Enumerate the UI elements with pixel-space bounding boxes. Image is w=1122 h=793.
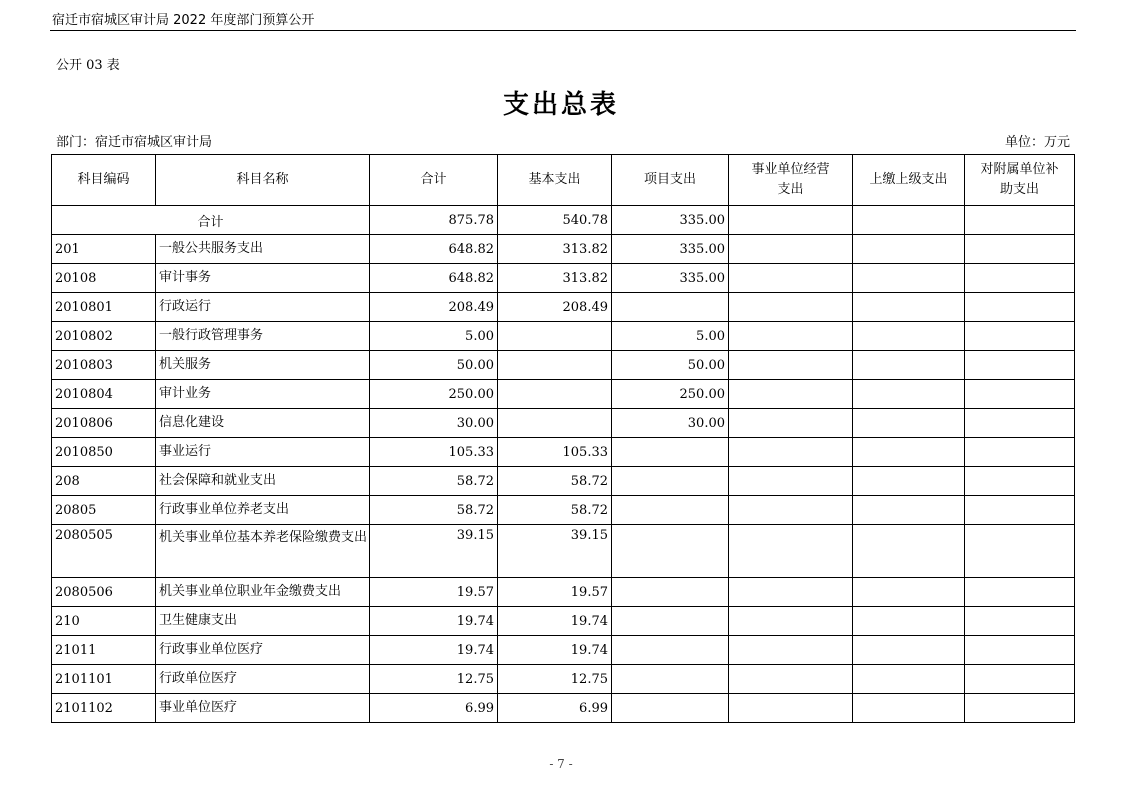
total-row xyxy=(52,206,1075,235)
empty-cell xyxy=(853,438,965,467)
empty-cell xyxy=(729,636,853,665)
empty-cell xyxy=(853,525,965,578)
subject-name: 行政运行 xyxy=(156,293,370,322)
subject-name: 一般行政管理事务 xyxy=(156,322,370,351)
subject-name: 审计业务 xyxy=(156,380,370,409)
project-value xyxy=(612,293,729,322)
empty-cell xyxy=(853,322,965,351)
column-header: 事业单位经营支出 xyxy=(729,155,853,206)
project-value xyxy=(612,525,729,578)
basic-value: 105.33 xyxy=(498,438,612,467)
total-project: 335.00 xyxy=(612,206,729,235)
total-value: 12.75 xyxy=(370,665,498,694)
total-value: 5.00 xyxy=(370,322,498,351)
table-row xyxy=(52,380,1075,409)
basic-value: 19.74 xyxy=(498,607,612,636)
empty-cell xyxy=(729,409,853,438)
project-value xyxy=(612,438,729,467)
basic-value: 313.82 xyxy=(498,235,612,264)
subject-code: 2010804 xyxy=(52,380,156,409)
table-row xyxy=(52,235,1075,264)
empty-cell xyxy=(729,694,853,723)
column-header: 合计 xyxy=(370,155,498,206)
empty-cell xyxy=(965,496,1075,525)
basic-value: 6.99 xyxy=(498,694,612,723)
form-number: 公开 03 表 xyxy=(56,58,120,73)
expenditure-table xyxy=(51,154,1075,723)
document-header: 宿迁市宿城区审计局 2022 年度部门预算公开 xyxy=(52,13,315,28)
subject-code: 2010850 xyxy=(52,438,156,467)
table-row xyxy=(52,467,1075,496)
project-value xyxy=(612,578,729,607)
project-value: 250.00 xyxy=(612,380,729,409)
empty-cell xyxy=(729,322,853,351)
empty-cell xyxy=(965,694,1075,723)
total-value: 648.82 xyxy=(370,264,498,293)
empty-cell xyxy=(965,206,1075,235)
table-row xyxy=(52,665,1075,694)
table-row xyxy=(52,293,1075,322)
page-title: 支出总表 xyxy=(502,90,619,120)
empty-cell xyxy=(965,264,1075,293)
empty-cell xyxy=(853,607,965,636)
column-header: 上缴上级支出 xyxy=(853,155,965,206)
header-divider xyxy=(50,30,1076,31)
empty-cell xyxy=(853,694,965,723)
subject-code: 2080506 xyxy=(52,578,156,607)
table-row xyxy=(52,496,1075,525)
table-row xyxy=(52,525,1075,578)
total-value: 30.00 xyxy=(370,409,498,438)
subject-code: 2101102 xyxy=(52,694,156,723)
empty-cell xyxy=(853,409,965,438)
basic-value xyxy=(498,351,612,380)
table-row xyxy=(52,636,1075,665)
empty-cell xyxy=(965,293,1075,322)
subject-name: 一般公共服务支出 xyxy=(156,235,370,264)
subject-name: 审计事务 xyxy=(156,264,370,293)
total-label: 合计 xyxy=(52,206,370,235)
total-value: 19.74 xyxy=(370,607,498,636)
empty-cell xyxy=(853,351,965,380)
empty-cell xyxy=(853,665,965,694)
empty-cell xyxy=(729,496,853,525)
total-value: 105.33 xyxy=(370,438,498,467)
project-value: 5.00 xyxy=(612,322,729,351)
project-value xyxy=(612,496,729,525)
basic-value: 12.75 xyxy=(498,665,612,694)
empty-cell xyxy=(853,636,965,665)
subject-code: 208 xyxy=(52,467,156,496)
empty-cell xyxy=(853,264,965,293)
column-header: 科目名称 xyxy=(156,155,370,206)
total-value: 50.00 xyxy=(370,351,498,380)
empty-cell xyxy=(965,438,1075,467)
subject-code: 2101101 xyxy=(52,665,156,694)
total-value: 19.74 xyxy=(370,636,498,665)
empty-cell xyxy=(729,206,853,235)
subject-name: 事业运行 xyxy=(156,438,370,467)
page-number: - 7 - xyxy=(549,757,573,771)
empty-cell xyxy=(853,380,965,409)
empty-cell xyxy=(965,525,1075,578)
empty-cell xyxy=(965,665,1075,694)
total-value: 648.82 xyxy=(370,235,498,264)
empty-cell xyxy=(853,235,965,264)
subject-name: 事业单位医疗 xyxy=(156,694,370,723)
project-value: 335.00 xyxy=(612,264,729,293)
project-value xyxy=(612,467,729,496)
basic-value: 313.82 xyxy=(498,264,612,293)
project-value: 335.00 xyxy=(612,235,729,264)
empty-cell xyxy=(729,525,853,578)
table-row xyxy=(52,607,1075,636)
empty-cell xyxy=(729,467,853,496)
subject-name: 机关事业单位职业年金缴费支出 xyxy=(156,578,370,607)
total-value: 6.99 xyxy=(370,694,498,723)
unit-label: 单位：万元 xyxy=(1004,135,1070,150)
empty-cell xyxy=(729,665,853,694)
subject-code: 210 xyxy=(52,607,156,636)
column-header: 科目编码 xyxy=(52,155,156,206)
table-row xyxy=(52,409,1075,438)
empty-cell xyxy=(965,235,1075,264)
total-value: 39.15 xyxy=(370,525,498,578)
total-sum: 875.78 xyxy=(370,206,498,235)
subject-code: 20805 xyxy=(52,496,156,525)
empty-cell xyxy=(853,293,965,322)
column-header: 项目支出 xyxy=(612,155,729,206)
subject-code: 201 xyxy=(52,235,156,264)
table-header-row xyxy=(52,155,1075,206)
table-row xyxy=(52,438,1075,467)
project-value xyxy=(612,607,729,636)
total-value: 208.49 xyxy=(370,293,498,322)
subject-code: 20108 xyxy=(52,264,156,293)
subject-code: 2080505 xyxy=(52,525,156,578)
subject-name: 行政单位医疗 xyxy=(156,665,370,694)
subject-name: 行政事业单位医疗 xyxy=(156,636,370,665)
table-row xyxy=(52,322,1075,351)
total-value: 58.72 xyxy=(370,467,498,496)
empty-cell xyxy=(729,264,853,293)
column-header: 基本支出 xyxy=(498,155,612,206)
empty-cell xyxy=(965,607,1075,636)
table-row xyxy=(52,578,1075,607)
total-value: 58.72 xyxy=(370,496,498,525)
subject-code: 2010801 xyxy=(52,293,156,322)
empty-cell xyxy=(729,351,853,380)
subject-name: 卫生健康支出 xyxy=(156,607,370,636)
subject-name: 行政事业单位养老支出 xyxy=(156,496,370,525)
subject-name: 机关服务 xyxy=(156,351,370,380)
empty-cell xyxy=(965,351,1075,380)
basic-value: 39.15 xyxy=(498,525,612,578)
empty-cell xyxy=(853,496,965,525)
empty-cell xyxy=(965,636,1075,665)
table-row xyxy=(52,264,1075,293)
column-header: 对附属单位补助支出 xyxy=(965,155,1075,206)
empty-cell xyxy=(853,206,965,235)
basic-value xyxy=(498,409,612,438)
total-value: 19.57 xyxy=(370,578,498,607)
subject-name: 社会保障和就业支出 xyxy=(156,467,370,496)
project-value: 50.00 xyxy=(612,351,729,380)
empty-cell xyxy=(965,578,1075,607)
basic-value xyxy=(498,380,612,409)
total-basic: 540.78 xyxy=(498,206,612,235)
basic-value: 58.72 xyxy=(498,496,612,525)
table-row xyxy=(52,694,1075,723)
project-value xyxy=(612,694,729,723)
basic-value: 19.57 xyxy=(498,578,612,607)
subject-name: 机关事业单位基本养老保险缴费支出 xyxy=(156,525,370,578)
subject-name: 信息化建设 xyxy=(156,409,370,438)
subject-code: 2010806 xyxy=(52,409,156,438)
subject-code: 2010803 xyxy=(52,351,156,380)
empty-cell xyxy=(965,322,1075,351)
basic-value: 58.72 xyxy=(498,467,612,496)
subject-code: 21011 xyxy=(52,636,156,665)
subject-code: 2010802 xyxy=(52,322,156,351)
empty-cell xyxy=(853,467,965,496)
basic-value xyxy=(498,322,612,351)
basic-value: 208.49 xyxy=(498,293,612,322)
project-value xyxy=(612,636,729,665)
empty-cell xyxy=(729,607,853,636)
empty-cell xyxy=(853,578,965,607)
empty-cell xyxy=(729,438,853,467)
empty-cell xyxy=(965,409,1075,438)
empty-cell xyxy=(729,235,853,264)
project-value: 30.00 xyxy=(612,409,729,438)
department-label: 部门：宿迁市宿城区审计局 xyxy=(56,135,213,150)
empty-cell xyxy=(965,380,1075,409)
empty-cell xyxy=(729,293,853,322)
empty-cell xyxy=(965,467,1075,496)
empty-cell xyxy=(729,578,853,607)
total-value: 250.00 xyxy=(370,380,498,409)
table-row xyxy=(52,351,1075,380)
basic-value: 19.74 xyxy=(498,636,612,665)
empty-cell xyxy=(729,380,853,409)
project-value xyxy=(612,665,729,694)
